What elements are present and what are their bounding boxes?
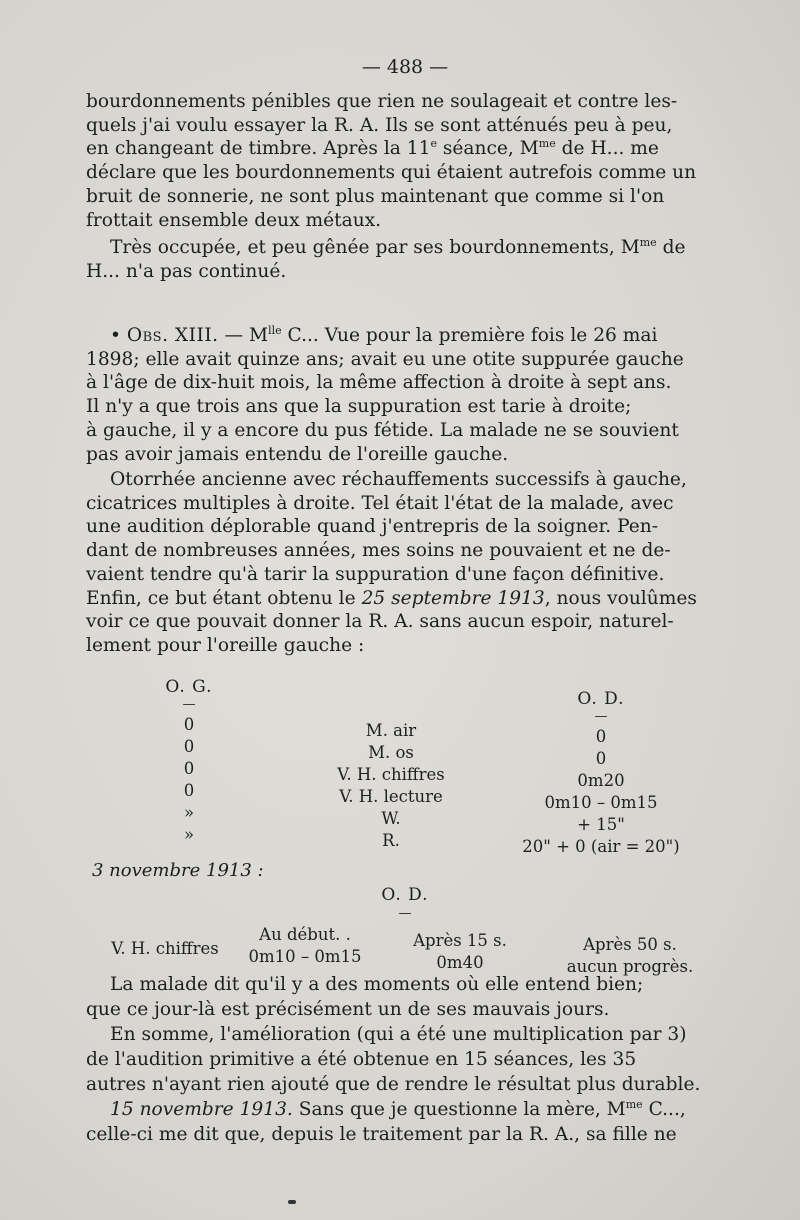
- og-header: O. G.: [165, 677, 213, 697]
- row-label: M. os: [368, 743, 414, 762]
- text-line: Enfin, ce but étant obtenu le 25 septembre 1913, nous voulûmes: [86, 587, 697, 609]
- date-heading: 3 novembre 1913 :: [92, 860, 264, 881]
- od-column: O. D. — 0 0 0m20 0m10 – 0m15 + 15" 20" + 0 (air = 20"): [486, 688, 716, 858]
- text-line: lement pour l'oreille gauche :: [86, 634, 365, 656]
- paragraph-1: [86, 90, 730, 232]
- og-value: 0: [183, 737, 195, 756]
- row-label: M. air: [365, 721, 417, 740]
- paragraph-3: [86, 468, 730, 658]
- text-line: frottait ensemble deux métaux.: [86, 209, 382, 231]
- od-value: 0: [595, 727, 607, 746]
- text-line: Il n'y a que trois ans que la suppuration est tarie à droite;: [86, 396, 632, 418]
- text-line: que ce jour-là est précisément un de ses mauvais jours.: [86, 999, 610, 1020]
- og-value: 0: [183, 781, 195, 800]
- text-line: quels j'ai voulu essayer la R. A. Ils se sont atténués peu à peu,: [86, 114, 673, 136]
- text-line: La malade dit qu'il y a des moments où elle entend bien;: [110, 974, 644, 995]
- og-value: »: [183, 825, 195, 844]
- row-label: V. H. lecture: [339, 787, 443, 806]
- og-value: 0: [183, 759, 195, 778]
- text-line: déclare que les bourdonnements qui étaient autrefois comme un: [86, 162, 697, 184]
- text-line: Très occupée, et peu gênée par ses bourdonnements, $M^{me}$ de: [110, 236, 686, 258]
- label-column: [316, 720, 466, 852]
- text-line: en changeant de timbre. Après la 11e séance, $M^{me}$ de H... me: [86, 137, 659, 160]
- ink-mark: [288, 1200, 296, 1204]
- text-line: • Obs. XIII. — $M^{lle}$ C... Vue pour la première fois le 26 mai: [110, 324, 658, 346]
- od-header-2: O. D.: [381, 885, 429, 905]
- table2-row-label: V. H. chiffres: [111, 939, 219, 958]
- og-value: 0: [183, 715, 195, 734]
- page-number: — 488 —: [361, 56, 449, 78]
- text-line: pas avoir jamais entendu de l'oreille gauche.: [86, 443, 509, 465]
- date: 15 novembre 1913.: [110, 1099, 293, 1120]
- text-line: En somme, l'amélioration (qui a été une multiplication par 3): [110, 1024, 687, 1045]
- od-value: + 15": [577, 815, 625, 834]
- text-line: dant de nombreuses années, mes soins ne pouvaient et ne de-: [86, 540, 671, 562]
- table2-col-start: Au début. . 0m10 – 0m15: [248, 925, 362, 966]
- date: 25 septembre 1913: [361, 587, 545, 609]
- od-header: O. D.: [577, 689, 625, 709]
- od-value: 0m20: [577, 771, 625, 790]
- bullet: •: [110, 325, 121, 346]
- observation-xiii: [86, 324, 730, 466]
- hearing-table-1: [86, 676, 730, 866]
- text-line: vaient tendre qu'à tarir la suppuration d'une façon définitive.: [86, 563, 665, 585]
- og-column: O. G. — 0 0 0 0 » »: [154, 676, 224, 846]
- text-line: voir ce que pouvait donner la R. A. sans aucun espoir, naturel-: [86, 611, 674, 633]
- closing-paragraphs: [86, 972, 730, 1147]
- text-line: autres n'ayant rien ajouté que de rendre le résultat plus durable.: [86, 1074, 701, 1095]
- row-label: R.: [382, 831, 400, 850]
- table2-col-15: Après 15 s. 0m40: [413, 931, 507, 972]
- paragraph-2: [86, 236, 730, 283]
- text-line: celle-ci me dit que, depuis le traitement par la R. A., sa fille ne: [86, 1124, 677, 1145]
- row-label: W.: [381, 809, 401, 828]
- text-line: à l'âge de dix-huit mois, la même affection à droite à sept ans.: [86, 372, 672, 394]
- row-label: V. H. chiffres: [337, 765, 445, 784]
- table2-col-50: Après 50 s. aucun progrès.: [566, 935, 694, 976]
- observation-label: Obs. XIII.: [126, 325, 219, 346]
- text-line: 1898; elle avait quinze ans; avait eu une otite suppurée gauche: [86, 348, 684, 370]
- text-line: bruit de sonnerie, ne sont plus maintenant que comme si l'on: [86, 185, 665, 207]
- od-value: 0m10 – 0m15: [544, 793, 658, 812]
- od-value: 0: [595, 749, 607, 768]
- text-line: H... n'a pas continué.: [86, 260, 287, 282]
- divider: —: [398, 906, 412, 921]
- text-line: à gauche, il y a encore du pus fétide. La malade ne se souvient: [86, 419, 679, 441]
- text-line: bourdonnements pénibles que rien ne soulageait et contre les-: [86, 91, 678, 112]
- text-line: Otorrhée ancienne avec réchauffements successifs à gauche,: [110, 469, 687, 490]
- text-line: une audition déplorable quand j'entrepris de la soigner. Pen-: [86, 516, 659, 538]
- og-value: »: [183, 803, 195, 822]
- text-line: 15 novembre 1913. Sans que je questionne la mère, $M^{me}$ C...,: [110, 1098, 686, 1120]
- text-line: de l'audition primitive a été obtenue en 15 séances, les 35: [86, 1049, 637, 1070]
- od-value: 20" + 0 (air = 20"): [522, 837, 680, 856]
- text-line: cicatrices multiples à droite. Tel était l'état de la malade, avec: [86, 492, 674, 514]
